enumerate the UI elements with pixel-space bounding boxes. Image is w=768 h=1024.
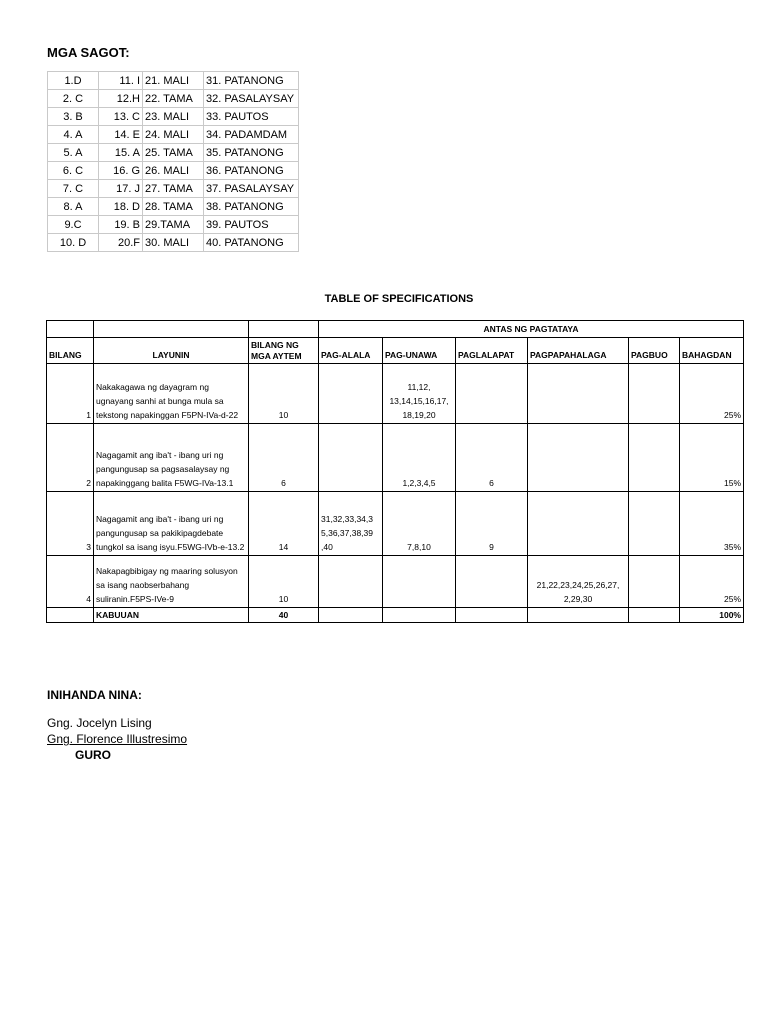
answer-cell: 37. PASALAYSAY [204,180,299,198]
tos-cell-applying [456,364,528,424]
answer-cell: 33. PAUTOS [204,108,299,126]
tos-blank-cell [383,608,456,623]
tos-row [47,556,744,608]
answer-key-table [47,71,299,252]
tos-cell-remembering [319,364,383,424]
tos-cell-items: 10 [249,364,319,424]
tos-blank-cell [319,608,383,623]
answer-cell: 22. TAMA [143,90,204,108]
answer-row [48,162,299,180]
answer-cell: 16. G [99,162,143,180]
answer-cell: 29.TAMA [143,216,204,234]
tos-total-row [47,608,744,623]
tos-cell-remembering [319,556,383,608]
answer-cell: 18. D [99,198,143,216]
tos-blank-cell [47,608,94,623]
tos-cell-applying: 9 [456,492,528,556]
tos-row [47,364,744,424]
tos-cell-percentage: 25% [680,556,744,608]
answer-cell: 19. B [99,216,143,234]
answer-cell: 28. TAMA [143,198,204,216]
answer-cell: 24. MALI [143,126,204,144]
answer-cell: 31. PATANONG [204,72,299,90]
answer-cell: 12.H [99,90,143,108]
tos-cell-creating [629,492,680,556]
answer-cell: 34. PADAMDAM [204,126,299,144]
answer-cell: 30. MALI [143,234,204,252]
answer-row [48,108,299,126]
answer-cell: 6. C [48,162,99,180]
tos-total-label: KABUUAN [94,608,249,623]
tos-cell-creating [629,364,680,424]
tos-cell-objective: Nagagamit ang iba't - ibang uri ng pangungusap sa pakikipagdebate tungkol sa isang isyu.F5WG-IVb-e-13.2 [94,492,249,556]
tos-group-header: ANTAS NG PAGTATAYA [319,321,744,338]
tos-cell-applying: 6 [456,424,528,492]
tos-row [47,424,744,492]
tos-cell-percentage: 25% [680,364,744,424]
tos-cell-understanding: 11,12, 13,14,15,16,17, 18,19,20 [383,364,456,424]
answer-cell: 7. C [48,180,99,198]
tos-cell-number: 4 [47,556,94,608]
tos-cell-valuing [528,492,629,556]
answer-cell: 40. PATANONG [204,234,299,252]
tos-cell-understanding [383,556,456,608]
answer-cell: 36. PATANONG [204,162,299,180]
tos-cell-remembering [319,424,383,492]
tos-cell-objective: Nagagamit ang iba't - ibang uri ng pangungusap sa pagsasalaysay ng napakinggang balita F5WG-IVa-13.1 [94,424,249,492]
answer-cell: 39. PAUTOS [204,216,299,234]
tos-row [47,492,744,556]
tos-cell-items: 10 [249,556,319,608]
tos-blank-cell [629,608,680,623]
tos-cell-understanding: 1,2,3,4,5 [383,424,456,492]
tos-header-buo: PAGBUO [629,338,680,364]
tos-cell-remembering: 31,32,33,34,3 5,36,37,38,39 ,40 [319,492,383,556]
answer-cell: 32. PASALAYSAY [204,90,299,108]
tos-cell-applying [456,556,528,608]
tos-cell-number: 3 [47,492,94,556]
tos-blank-cell [249,321,319,338]
tos-cell-valuing: 21,22,23,24,25,26,27, 2,29,30 [528,556,629,608]
tos-header-lalapat: PAGLALAPAT [456,338,528,364]
tos-cell-creating [629,556,680,608]
tos-cell-items: 6 [249,424,319,492]
tos-blank-cell [456,608,528,623]
answer-cell: 27. TAMA [143,180,204,198]
teacher-name-1: Gng. Jocelyn Lising [47,716,152,730]
answer-row [48,72,299,90]
tos-cell-percentage: 35% [680,492,744,556]
answer-cell: 9.C [48,216,99,234]
prepared-by-label: INIHANDA NINA: [47,688,142,702]
answer-row [48,144,299,162]
answer-cell: 1.D [48,72,99,90]
tos-header-aytem: BILANG NG MGA AYTEM [249,338,319,364]
tos-title: TABLE OF SPECIFICATIONS [324,293,474,305]
answer-row [48,234,299,252]
tos-total-percentage: 100% [680,608,744,623]
tos-header-pahalaga: PAGPAPAHALAGA [528,338,629,364]
tos-cell-items: 14 [249,492,319,556]
tos-cell-percentage: 15% [680,424,744,492]
tos-cell-creating [629,424,680,492]
tos-header-unawa: PAG-UNAWA [383,338,456,364]
answer-key-title: MGA SAGOT: [47,45,130,60]
answer-cell: 17. J [99,180,143,198]
answer-row [48,126,299,144]
answer-cell: 2. C [48,90,99,108]
answer-cell: 35. PATANONG [204,144,299,162]
tos-header-layunin: LAYUNIN [94,338,249,364]
tos-cell-number: 1 [47,364,94,424]
teacher-role: GURO [75,748,111,762]
tos-blank-cell [528,608,629,623]
answer-cell: 38. PATANONG [204,198,299,216]
answer-cell: 13. C [99,108,143,126]
tos-cell-objective: Nakakagawa ng dayagram ng ugnayang sanhi at bunga mula sa tekstong napakinggan F5PN-IVa-d-22 [94,364,249,424]
answer-cell: 15. A [99,144,143,162]
table-of-specifications [46,320,744,623]
tos-header-bilang: BILANG [47,338,94,364]
tos-cell-valuing [528,424,629,492]
answer-cell: 21. MALI [143,72,204,90]
answer-cell: 23. MALI [143,108,204,126]
tos-total-items: 40 [249,608,319,623]
answer-cell: 4. A [48,126,99,144]
teacher-name-2: Gng. Florence Illustresimo [47,732,188,746]
answer-cell: 14. E [99,126,143,144]
answer-cell: 26. MALI [143,162,204,180]
tos-cell-number: 2 [47,424,94,492]
answer-cell: 3. B [48,108,99,126]
tos-header-alala: PAG-ALALA [319,338,383,364]
answer-cell: 11. I [99,72,143,90]
tos-cell-valuing [528,364,629,424]
answer-cell: 8. A [48,198,99,216]
answer-cell: 20.F [99,234,143,252]
answer-row [48,216,299,234]
answer-cell: 5. A [48,144,99,162]
answer-row [48,180,299,198]
tos-cell-understanding: 7,8,10 [383,492,456,556]
tos-cell-objective: Nakapagbibigay ng maaring solusyon sa isang naobserbahang suliranin.F5PS-IVe-9 [94,556,249,608]
tos-blank-cell [47,321,94,338]
answer-row [48,198,299,216]
answer-cell: 25. TAMA [143,144,204,162]
tos-header-bahagdan: BAHAGDAN [680,338,744,364]
answer-cell: 10. D [48,234,99,252]
tos-blank-cell [94,321,249,338]
answer-row [48,90,299,108]
